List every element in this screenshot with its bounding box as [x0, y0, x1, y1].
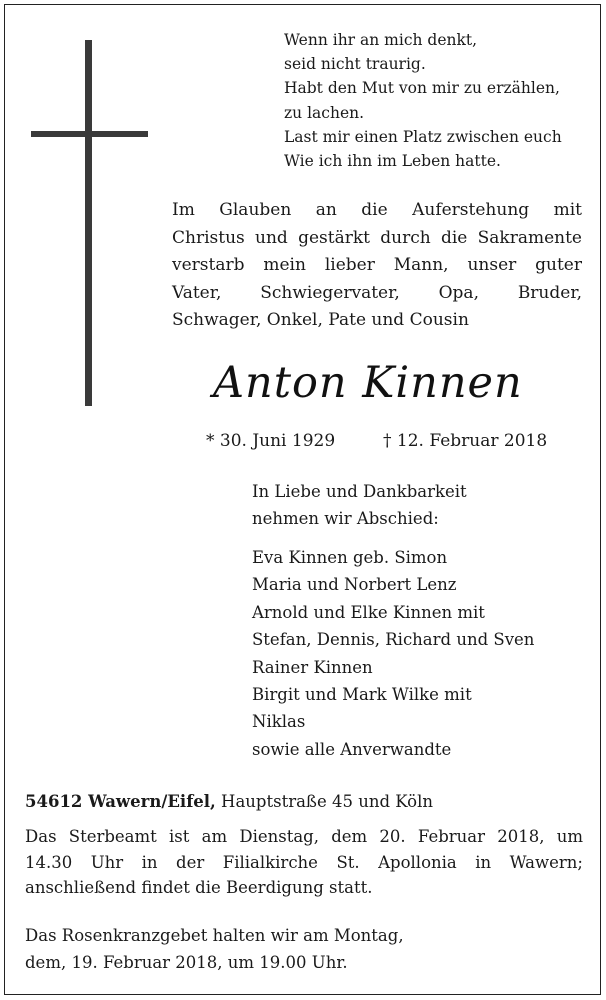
farewell-line: nehmen wir Abschied: [252, 508, 439, 528]
mourner-line: Rainer Kinnen [252, 657, 373, 677]
mourner-line: sowie alle Anverwandte [252, 739, 452, 759]
intro-line: Im Glauben an die Auferstehung mit [172, 200, 582, 220]
birth-date: * 30. Juni 1929 [206, 431, 336, 451]
mourner-line: Stefan, Dennis, Richard und Sven [252, 630, 535, 650]
address-place: 54612 Wawern/Eifel, [25, 792, 216, 811]
mourner-line: Birgit und Mark Wilke mit [252, 685, 472, 705]
intro-line: Christus und gestärkt durch die Sakramente [172, 227, 582, 248]
intro-line: Schwager, Onkel, Pate und Cousin [172, 310, 469, 330]
deceased-name: Anton Kinnen [213, 358, 523, 408]
mourner-line: Niklas [252, 712, 306, 732]
poem-line: seid nicht traurig. [284, 55, 426, 74]
rosary-line: dem, 19. Februar 2018, um 19.00 Uhr. [25, 953, 348, 972]
farewell-text [252, 479, 467, 532]
funeral-service-text [25, 824, 583, 901]
mourner-line: Maria und Norbert Lenz [252, 575, 457, 595]
rosary-line: Das Rosenkranzgebet halten wir am Montag, [25, 926, 404, 945]
intro-text [172, 197, 582, 335]
family-address [25, 789, 433, 815]
service-line: 14.30 Uhr in der Filialkirche St. Apollonia in Wawern; [25, 852, 583, 872]
poem-line: Last mir einen Platz zwischen euch [284, 127, 562, 146]
service-line: anschließend findet die Beerdigung statt. [25, 878, 373, 897]
poem-line: Habt den Mut von mir zu erzählen, [284, 79, 560, 98]
poem-line: zu lachen. [284, 103, 365, 122]
mourner-line: Arnold und Elke Kinnen mit [252, 602, 485, 622]
poem-line: Wie ich ihn im Leben hatte. [284, 152, 501, 171]
intro-line: Vater, Schwiegervater, Opa, Bruder, [172, 282, 582, 303]
death-date: † 12. Februar 2018 [383, 431, 548, 451]
intro-line: verstarb mein lieber Mann, unser guter [172, 255, 582, 275]
poem [284, 28, 562, 173]
cross-vertical-bar [85, 40, 92, 406]
rosary-text [25, 922, 404, 976]
cross-horizontal-bar [31, 131, 148, 137]
mourners-list [252, 544, 534, 763]
service-line: Das Sterbeamt ist am Dienstag, dem 20. Februar 2018, um [25, 827, 583, 846]
farewell-line: In Liebe und Dankbarkeit [252, 482, 467, 501]
poem-line: Wenn ihr an mich denkt, [284, 31, 478, 49]
mourner-line: Eva Kinnen geb. Simon [252, 548, 448, 567]
address-street: Hauptstraße 45 und Köln [215, 792, 433, 811]
